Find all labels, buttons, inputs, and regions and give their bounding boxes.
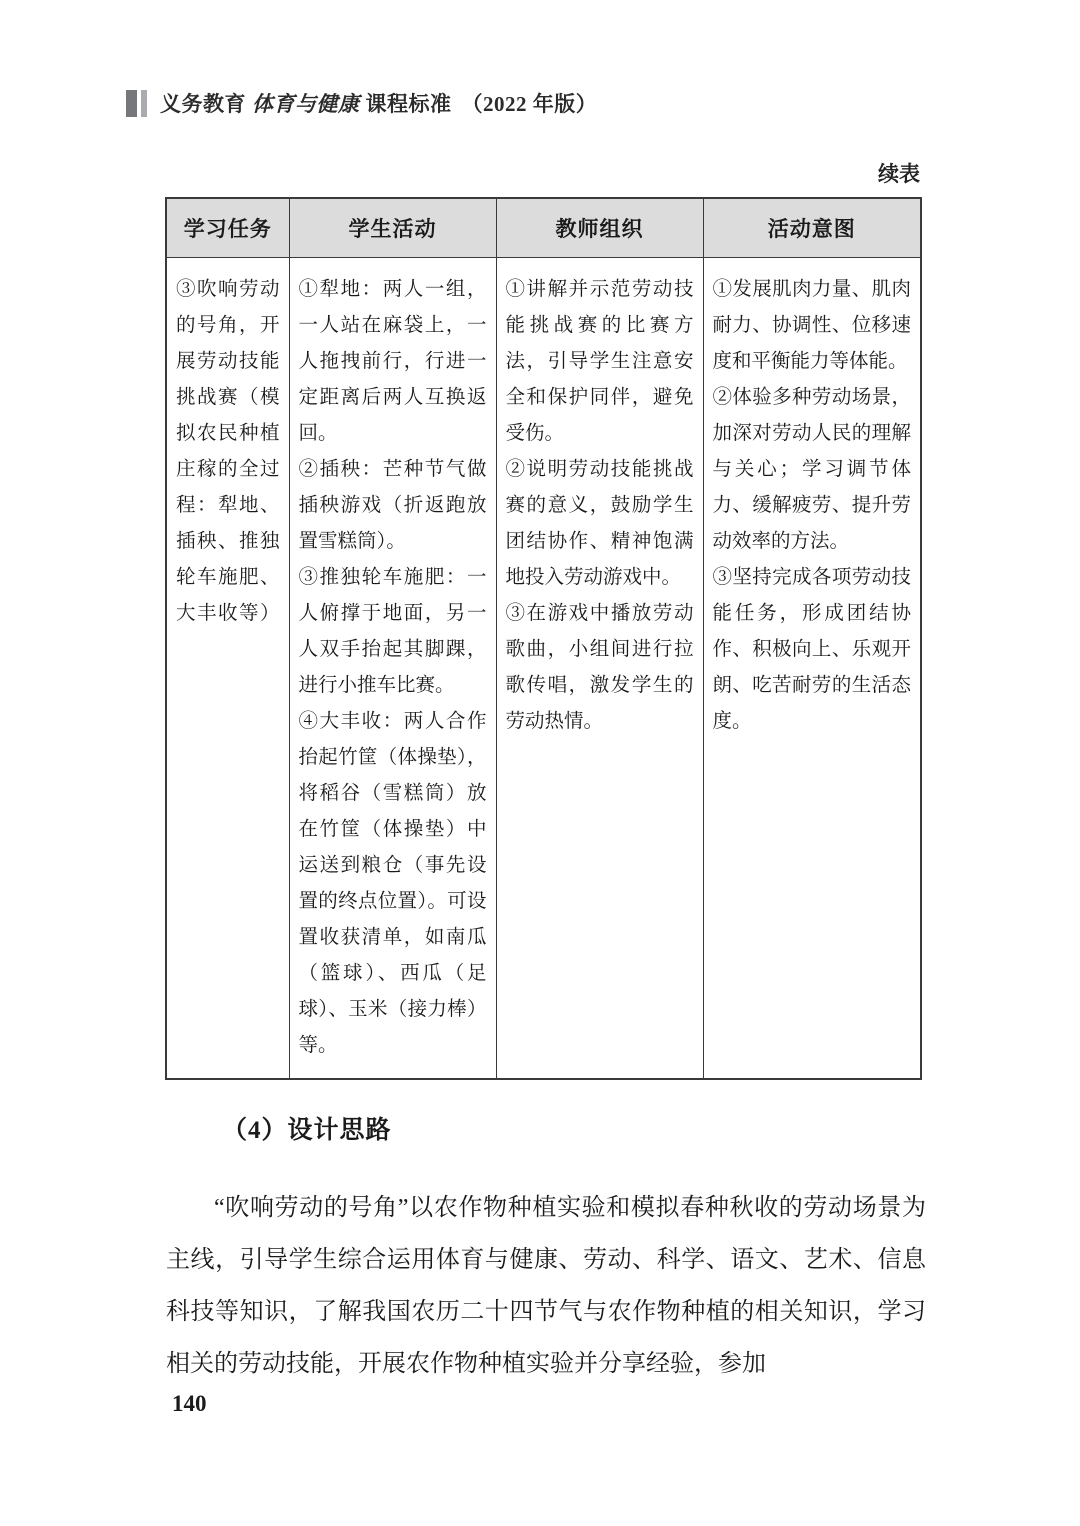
continuation-label: 续表 — [878, 162, 920, 186]
column-header-learning-task: 学习任务 — [166, 198, 289, 258]
header-marker-bar-thin — [141, 90, 147, 117]
section-heading: （4）设计思路 — [222, 1117, 392, 1144]
table-body — [166, 258, 921, 1080]
table-header — [166, 198, 921, 258]
student-activity-item-3: ③推独轮车施肥：一人俯撑于地面，另一人双手抬起其脚踝，进行小推车比赛。 — [298, 567, 487, 696]
column-header-student-activity: 学生活动 — [289, 198, 496, 258]
cell-activity-intent — [703, 258, 921, 1080]
teacher-organization-item-3: ③在游戏中播放劳动歌曲，小组间进行拉歌传唱，激发学生的劳动热情。 — [505, 603, 694, 732]
page-number: 140 — [172, 1391, 207, 1416]
header-marker-bar-thick — [126, 90, 137, 117]
activity-intent-item-2: ②体验多种劳动场景，加深对劳动人民的理解与关心；学习调节体力、缓解疲劳、提升劳动效率的方法。 — [712, 387, 911, 552]
learning-task-text: ③吹响劳动的号角，开展劳动技能挑战赛（模拟农民种植庄稼的全过程：犁地、插秧、推独轮车施肥、大丰收等） — [176, 279, 280, 624]
table-container — [165, 197, 920, 1080]
cell-student-activity — [289, 258, 496, 1080]
column-header-activity-intent: 活动意图 — [703, 198, 921, 258]
activity-design-table — [165, 197, 922, 1080]
cell-teacher-organization — [496, 258, 703, 1080]
column-header-teacher-organization: 教师组织 — [496, 198, 703, 258]
student-activity-item-4: ④大丰收：两人合作抬起竹筐（体操垫），将稻谷（雪糕筒）放在竹筐（体操垫）中运送到粮仓（事先设置的终点位置）。可设置收获清单，如南瓜（篮球）、西瓜（足球）、玉米（接力棒）等。 — [298, 711, 487, 1056]
student-activity-item-1: ①犁地：两人一组，一人站在麻袋上，一人拖拽前行，行进一定距离后两人互换返回。 — [298, 279, 487, 444]
table-header-row — [166, 198, 921, 258]
running-head-text — [160, 88, 597, 118]
teacher-organization-item-1: ①讲解并示范劳动技能挑战赛的比赛方法，引导学生注意安全和保护同伴，避免受伤。 — [505, 279, 694, 444]
running-head-prefix: 义务教育 — [160, 92, 246, 116]
running-head-suffix: 课程标准 — [365, 92, 452, 116]
activity-intent-item-1: ①发展肌肉力量、肌肉耐力、协调性、位移速度和平衡能力等体能。 — [712, 279, 911, 372]
running-head — [126, 86, 597, 120]
cell-learning-task — [166, 258, 289, 1080]
running-head-italic: 体育与健康 — [252, 92, 360, 116]
teacher-organization-item-2: ②说明劳动技能挑战赛的意义，鼓励学生团结协作、精神饱满地投入劳动游戏中。 — [505, 459, 694, 588]
section-paragraph: “吹响劳动的号角”以农作物种植实验和模拟春种秋收的劳动场景为主线，引导学生综合运用体育与健康、劳动、科学、语文、艺术、信息科技等知识，了解我国农历二十四节气与农作物种植的相关知识，学习相关的劳动技能，开展农作物种植实验并分享经验，参加 — [166, 1195, 926, 1377]
student-activity-item-2: ②插秧：芒种节气做插秧游戏（折返跑放置雪糕筒）。 — [298, 459, 487, 552]
table-row — [166, 258, 921, 1080]
activity-intent-item-3: ③坚持完成各项劳动技能任务，形成团结协作、积极向上、乐观开朗、吃苦耐劳的生活态度。 — [712, 567, 911, 732]
running-head-year: （2022 年版） — [461, 92, 598, 116]
